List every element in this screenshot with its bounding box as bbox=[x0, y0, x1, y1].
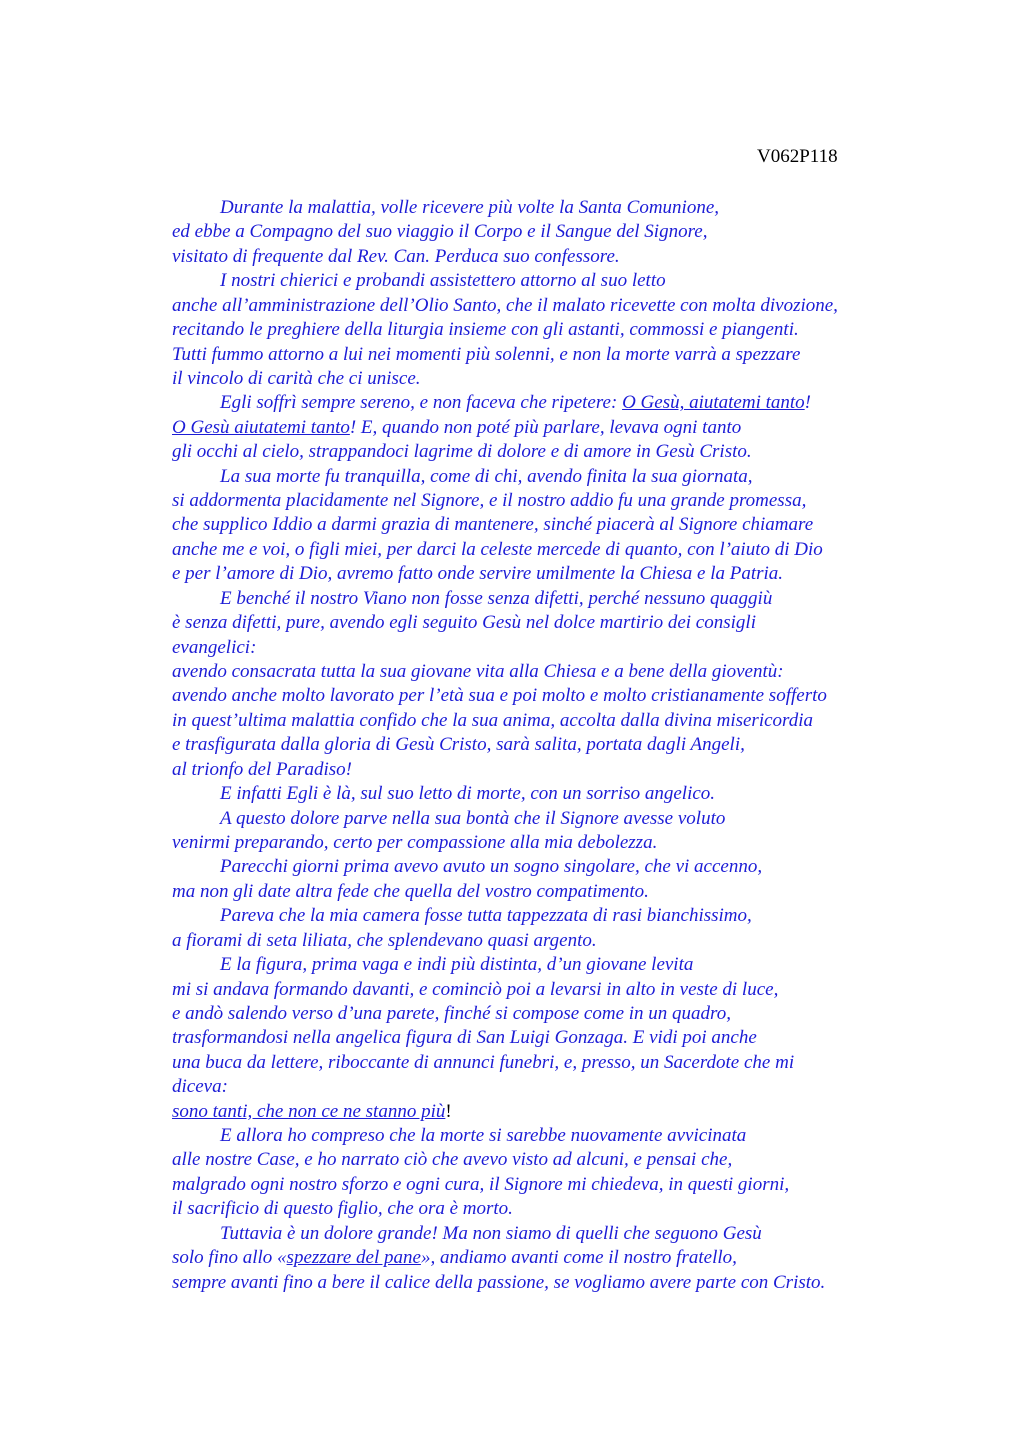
text-segment: in quest’ultima malattia confido che la sua anima, accolta dalla divina misericordia bbox=[172, 709, 814, 731]
text-line bbox=[172, 782, 838, 806]
text-line bbox=[172, 196, 838, 220]
text-line bbox=[172, 1173, 838, 1197]
text-segment: il vincolo di carità che ci unisce. bbox=[172, 367, 421, 389]
text-segment: Tutti fummo attorno a lui nei momenti più solenni, e non la morte varrà a spezzare bbox=[172, 343, 801, 365]
text-line bbox=[172, 269, 838, 293]
text-line bbox=[172, 978, 838, 1002]
text-segment: ! bbox=[445, 1100, 452, 1122]
text-segment: Pareva che la mia camera fosse tutta tappezzata di rasi bianchissimo, bbox=[220, 905, 752, 927]
text-segment: I nostri chierici e probandi assistettero attorno al suo letto bbox=[220, 270, 666, 292]
page-reference: V062P118 bbox=[757, 146, 838, 167]
text-segment: E allora ho compreso che la morte si sarebbe nuovamente avvicinata bbox=[220, 1125, 747, 1147]
text-segment: E benché il nostro Viano non fosse senza difetti, perché nessuno quaggiù bbox=[220, 587, 773, 609]
text-line bbox=[172, 733, 838, 757]
text-segment: malgrado ogni nostro sforzo e ogni cura, il Signore mi chiedeva, in questi giorni, bbox=[172, 1173, 790, 1195]
text-line bbox=[172, 465, 838, 489]
text-segment: recitando le preghiere della liturgia insieme con gli astanti, commossi e piangenti. bbox=[172, 319, 799, 341]
underlined-phrase: O Gesù aiutatemi tanto bbox=[172, 416, 350, 438]
text-line bbox=[172, 391, 838, 415]
text-line bbox=[172, 1246, 838, 1270]
text-segment: E la figura, prima vaga e indi più distinta, d’un giovane levita bbox=[220, 954, 694, 976]
text-segment: anche me e voi, o figli miei, per darci la celeste mercede di quanto, con l’aiuto di Dio bbox=[172, 538, 823, 560]
text-segment: Tuttavia è un dolore grande! Ma non siamo di quelli che seguono Gesù bbox=[220, 1222, 762, 1244]
text-line bbox=[172, 831, 838, 855]
text-segment: evangelici: bbox=[172, 636, 257, 658]
document-body bbox=[172, 196, 838, 1295]
text-line bbox=[172, 318, 838, 342]
underlined-phrase: sono tanti, che non ce ne stanno più bbox=[172, 1100, 446, 1122]
text-segment: trasformandosi nella angelica figura di San Luigi Gonzaga. E vidi poi anche bbox=[172, 1027, 757, 1049]
text-segment: una buca da lettere, riboccante di annunci funebri, e, presso, un Sacerdote che mi bbox=[172, 1051, 795, 1073]
text-line bbox=[172, 367, 838, 391]
text-segment: La sua morte fu tranquilla, come di chi, avendo finita la sua giornata, bbox=[220, 465, 753, 487]
text-line bbox=[172, 513, 838, 537]
text-segment: venirmi preparando, certo per compassione alla mia debolezza. bbox=[172, 831, 658, 853]
text-segment: E infatti Egli è là, sul suo letto di morte, con un sorriso angelico. bbox=[220, 783, 716, 805]
text-segment: sempre avanti fino a bere il calice della passione, se vogliamo avere parte con Cristo. bbox=[172, 1271, 826, 1293]
text-segment: diceva: bbox=[172, 1076, 228, 1098]
text-line bbox=[172, 855, 838, 879]
text-segment: ! E, quando non poté più parlare, levava ogni tanto bbox=[349, 416, 742, 438]
underlined-phrase: spezzare del pane bbox=[286, 1247, 421, 1269]
text-segment: ed ebbe a Compagno del suo viaggio il Corpo e il Sangue del Signore, bbox=[172, 221, 708, 243]
text-segment: avendo consacrata tutta la sua giovane vita alla Chiesa e a bene della gioventù: bbox=[172, 661, 784, 683]
text-segment: alle nostre Case, e ho narrato ciò che avevo visto ad alcuni, e pensai che, bbox=[172, 1149, 733, 1171]
text-segment: anche all’amministrazione dell’Olio Santo, che il malato ricevette con molta divozione, bbox=[172, 294, 838, 316]
text-segment: gli occhi al cielo, strappandoci lagrime di dolore e di amore in Gesù Cristo. bbox=[172, 441, 752, 463]
text-segment: Egli soffrì sempre sereno, e non faceva che ripetere: bbox=[220, 392, 623, 414]
text-line bbox=[172, 1002, 838, 1026]
text-line bbox=[172, 953, 838, 977]
text-line bbox=[172, 1100, 838, 1124]
text-segment: ! bbox=[804, 392, 811, 414]
text-line bbox=[172, 636, 838, 660]
text-segment: a fiorami di seta liliata, che splendevano quasi argento. bbox=[172, 929, 597, 951]
underlined-phrase: O Gesù, aiutatemi tanto bbox=[622, 392, 805, 414]
text-line bbox=[172, 1222, 838, 1246]
text-segment: visitato di frequente dal Rev. Can. Perduca suo confessore. bbox=[172, 245, 620, 267]
text-segment: ma non gli date altra fede che quella del vostro compatimento. bbox=[172, 880, 649, 902]
text-line bbox=[172, 294, 838, 318]
text-line bbox=[172, 1124, 838, 1148]
text-line bbox=[172, 660, 838, 684]
text-segment: », andiamo avanti come il nostro fratello, bbox=[420, 1247, 737, 1269]
text-line bbox=[172, 1051, 838, 1075]
text-line bbox=[172, 416, 838, 440]
text-segment: avendo anche molto lavorato per l’età sua e poi molto e molto cristianamente sofferto bbox=[172, 685, 827, 707]
text-segment: e trasfigurata dalla gloria di Gesù Cristo, sarà salita, portata dagli Angeli, bbox=[172, 734, 745, 756]
text-line bbox=[172, 929, 838, 953]
text-line bbox=[172, 245, 838, 269]
text-segment: Parecchi giorni prima avevo avuto un sogno singolare, che vi accenno, bbox=[220, 856, 763, 878]
text-segment: e per l’amore di Dio, avremo fatto onde servire umilmente la Chiesa e la Patria. bbox=[172, 563, 784, 585]
text-line bbox=[172, 758, 838, 782]
text-line bbox=[172, 538, 838, 562]
text-line bbox=[172, 709, 838, 733]
text-line bbox=[172, 807, 838, 831]
text-line bbox=[172, 880, 838, 904]
text-segment: al trionfo del Paradiso! bbox=[172, 758, 352, 780]
text-segment: e andò salendo verso d’una parete, finché si compose come in un quadro, bbox=[172, 1002, 731, 1024]
text-line bbox=[172, 343, 838, 367]
text-line bbox=[172, 562, 838, 586]
text-segment: è senza difetti, pure, avendo egli seguito Gesù nel dolce martirio dei consigli bbox=[172, 612, 756, 634]
text-line bbox=[172, 611, 838, 635]
text-line bbox=[172, 1197, 838, 1221]
text-line bbox=[172, 904, 838, 928]
text-segment: Durante la malattia, volle ricevere più volte la Santa Comunione, bbox=[220, 197, 720, 218]
text-segment: si addormenta placidamente nel Signore, e il nostro addio fu una grande promessa, bbox=[172, 490, 807, 512]
text-line bbox=[172, 1148, 838, 1172]
text-segment: A questo dolore parve nella sua bontà che il Signore avesse voluto bbox=[220, 807, 726, 829]
text-segment: mi si andava formando davanti, e cominciò poi a levarsi in alto in veste di luce, bbox=[172, 978, 779, 1000]
text-line bbox=[172, 684, 838, 708]
text-segment: che supplico Iddio a darmi grazia di mantenere, sinché piacerà al Signore chiamare bbox=[172, 514, 814, 536]
text-line bbox=[172, 440, 838, 464]
text-segment: solo fino allo « bbox=[172, 1247, 287, 1269]
text-line bbox=[172, 1271, 838, 1295]
text-line bbox=[172, 1026, 838, 1050]
text-line bbox=[172, 1075, 838, 1099]
text-line bbox=[172, 220, 838, 244]
text-segment: il sacrificio di questo figlio, che ora è morto. bbox=[172, 1198, 513, 1220]
text-line bbox=[172, 587, 838, 611]
text-line bbox=[172, 489, 838, 513]
